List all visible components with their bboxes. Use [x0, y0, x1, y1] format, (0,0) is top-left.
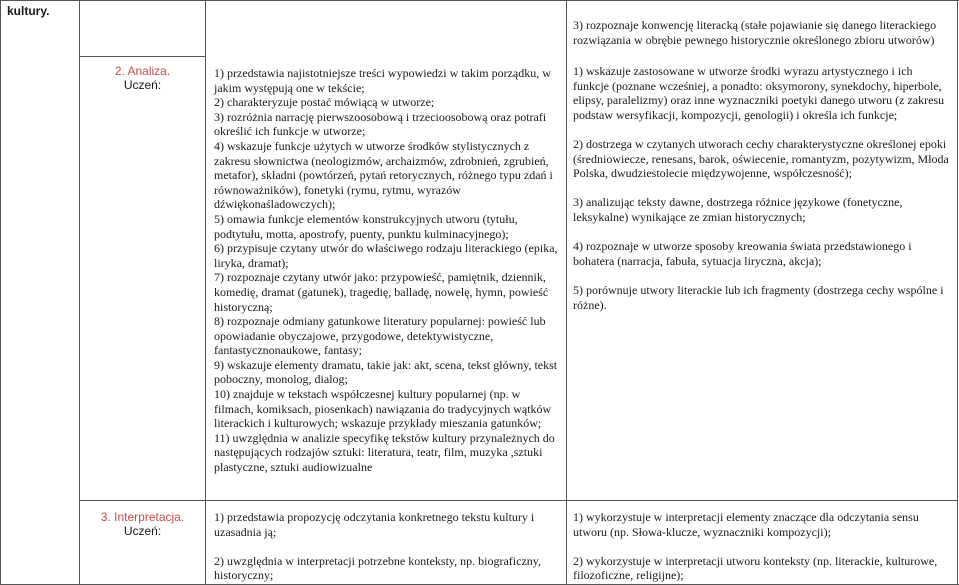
section-interpretacja-extended-requirements [573, 510, 951, 583]
section-analiza-extended-requirements [573, 64, 951, 312]
requirement-item: 3) analizując teksty dawne, dostrzega różnice językowe (fonetyczne, leksykalne) wynikające ze zmian historycznych; [573, 195, 903, 224]
section-interpretacja-basic-requirements [214, 510, 560, 583]
section-subject: Uczeń: [123, 524, 162, 538]
requirement-item: 4) rozpoznaje w utworze sposoby kreowania świata przedstawionego i bohatera (narracja, fabuła, sytuacja liryczna, akcja); [573, 239, 912, 268]
section-analiza-label [80, 64, 205, 92]
requirement-item: 1) wskazuje zastosowane w utworze środki wyrazu artystycznego i ich funkcje (poznane wcześniej, a ponadto: oksymorony, synekdochy, hiperbole, elipsy, paralelizmy) oraz inne wyznaczniki poetyki danego utworu (z zakresu podstaw wersyfikacji, kompozycji, genologii) i określa ich funkcje; [573, 64, 945, 122]
row-divider-2 [79, 500, 958, 501]
requirement-item: 3) rozpoznaje konwencję literacką (stałe pojawianie się danego literackiego rozwiązania w obrębie pewnego historycznie określonego zbioru utworów) [573, 18, 937, 47]
requirement-item: 7) rozpoznaje czytany utwór jako: przypowieść, pamiętnik, dziennik, komedię, dramat (gatunek), tragedię, balladę, nowelę, hymn, powieść historyczną; [214, 270, 549, 314]
requirement-item: 2) wykorzystuje w interpretacji utworu konteksty (np. literackie, kulturowe, filozoficzne, religijne); [573, 553, 938, 583]
section-analiza-basic-requirements [214, 66, 560, 475]
requirement-item: 8) rozpoznaje odmiany gatunkowe literatury popularnej: powieść lub opowiadanie obyczajowe, przygodowe, detektywistyczne, fantastycznonaukowe, fantasy; [214, 314, 546, 358]
section-number: 3. Interpretacja. [100, 510, 185, 524]
table-border-col3 [566, 0, 567, 585]
requirement-item: 5) omawia funkcje elementów konstrukcyjnych utworu (tytułu, podtytułu, motta, apostrofy, puenty, punktu kulminacyjnego); [214, 211, 518, 241]
requirement-item: 4) wskazuje funkcje użytych w utworze środków stylistycznych z zakresu słownictwa (neologizmów, archaizmów, zdrobnień, zgrubień, metafor), składni (powtórzeń, pytań retorycznych, różnego typu zdań i równoważników), fonetyki (rymu, rytmu, wyrazów dźwiękonaśladowczych); [214, 138, 553, 212]
section-interpretacja-label [80, 510, 205, 538]
requirement-item: 1) przedstawia propozycję odczytania konkretnego tekstu kultury i uzasadnia ją; [214, 510, 535, 539]
requirement-item: 2) uwzględnia w interpretacji potrzebne konteksty, np. biograficzny, historyczny; [214, 553, 541, 583]
continuation-requirement [573, 18, 951, 47]
requirement-item: 11) uwzględnia w analizie specyfikę tekstów kultury przynależnych do następujących rodzajów sztuki: literatura, teatr, film, muzyka ,sztuki plastyczne, sztuki audiowizualne [214, 430, 555, 475]
requirement-item: 1) wykorzystuje w interpretacji elementy znaczące dla odczytania sensu utworu (np. Słowa-klucze, wyznaczniki kompozycji); [573, 510, 919, 539]
requirement-item: 1) przedstawia najistotniejsze treści wypowiedzi w takim porządku, w jakim występują one w tekście; [214, 66, 551, 95]
requirement-item: 6) przypisuje czytany utwór do właściwego rodzaju literackiego (epika, liryka, dramat); [214, 241, 558, 270]
section-number: 2. Analiza. [114, 64, 171, 78]
requirement-item: 3) rozróżnia narrację pierwszoosobową i trzecioosobową oraz potrafi określić ich funkcje w utworze; [214, 109, 547, 139]
requirement-item: 9) wskazuje elementy dramatu, takie jak: akt, scena, tekst główny, tekst poboczny, monolog, dialog; [214, 357, 558, 387]
requirement-item: 2) charakteryzuje postać mówiącą w utworze; [214, 95, 435, 110]
requirement-item: 5) porównuje utwory literackie lub ich fragmenty (dostrzega cechy wspólne i różne). [573, 282, 944, 312]
requirement-item: 2) dostrzega w czytanych utworach cechy charakterystyczne określonej epoki (średniowiecze, renesans, barok, oświecenie, romantyzm, pozytywizm, Młoda Polska, dwudziestolecie międzywojenne, współczesność); [573, 136, 949, 181]
row-divider-top [0, 0, 959, 1]
table-border-right [957, 0, 958, 585]
section-subject: Uczeń: [123, 78, 162, 92]
table-border-col2 [205, 0, 206, 585]
top-fragment-text: kultury. [7, 4, 50, 18]
table-border-left [0, 0, 1, 585]
row-divider-1 [79, 56, 206, 57]
requirement-item: 10) znajduje w tekstach współczesnej kultury popularnej (np. w filmach, komiksach, piosenkach) nawiązania do tradycyjnych wątków literackich i kulturowych; wskazuje przykłady mieszania gatunków; [214, 387, 552, 431]
